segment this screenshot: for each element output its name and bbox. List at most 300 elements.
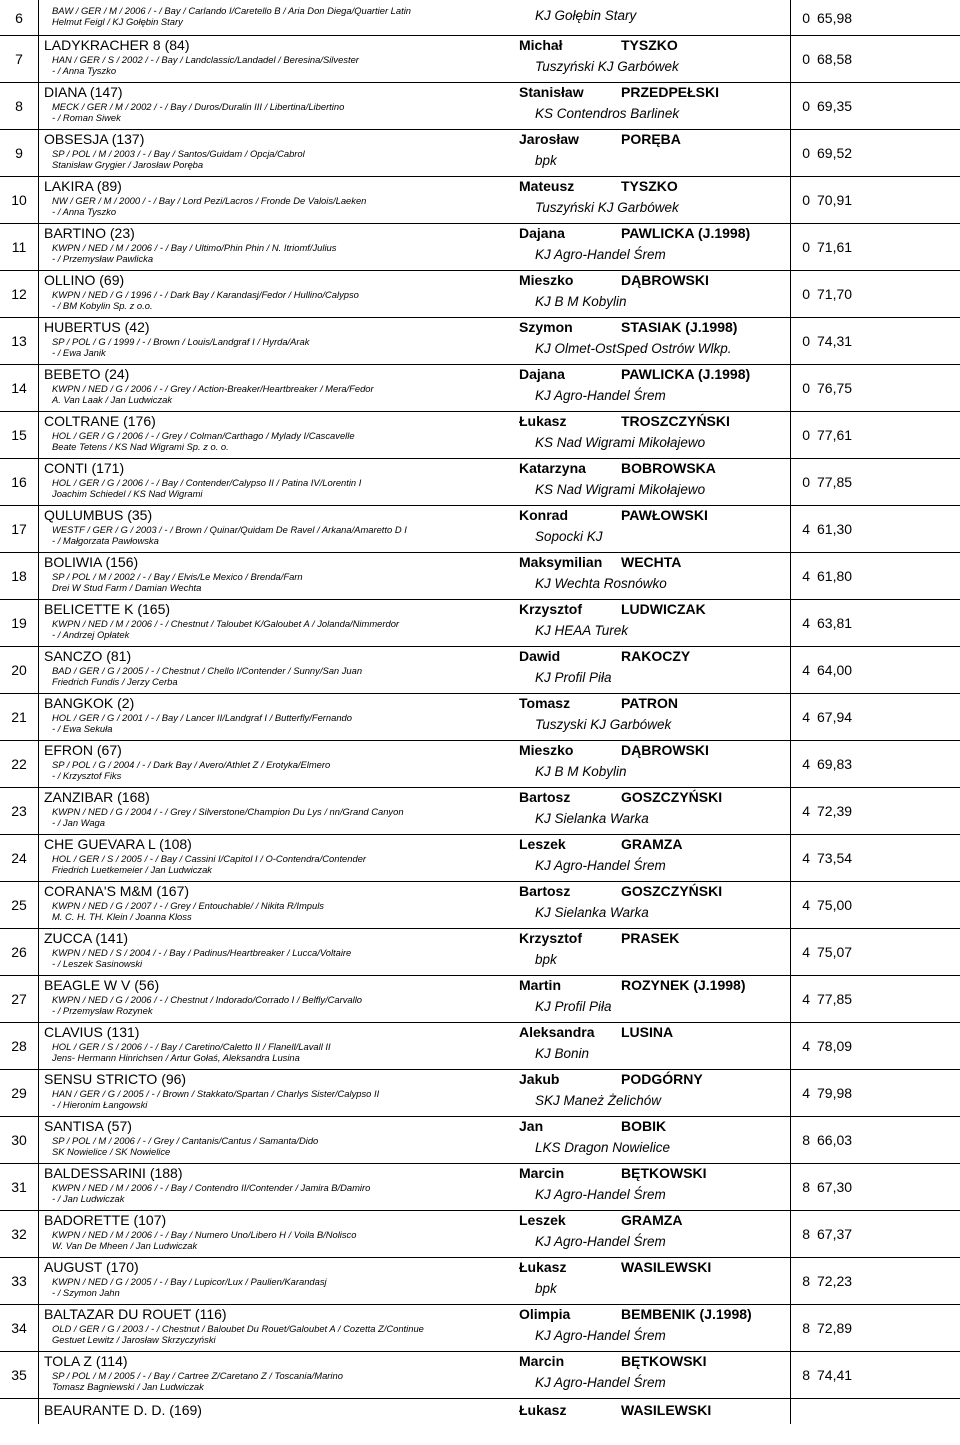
rider-club: Tuszyski KJ Garbówek	[535, 717, 672, 732]
table-row	[0, 176, 960, 223]
round-time: 73,54	[817, 849, 853, 866]
horse-name: COLTRANE (176)	[44, 413, 156, 429]
round-time: 71,70	[817, 285, 853, 302]
horse-name: CORANA'S M&M (167)	[44, 883, 190, 899]
column-divider	[790, 223, 791, 270]
column-divider	[790, 646, 791, 693]
round-time: 77,61	[817, 426, 853, 443]
rider-club: KJ Wechta Rosnówko	[535, 576, 667, 591]
table-row	[0, 223, 960, 270]
penalty-points: 0	[802, 285, 810, 302]
penalty-points: 0	[802, 238, 810, 255]
placing-number: 6	[15, 9, 23, 26]
column-divider	[38, 317, 39, 364]
column-divider	[38, 270, 39, 317]
horse-pedigree: KWPN / NED / G / 2005 / - / Bay / Lupicor/Lux / Paulien/Karandasj	[52, 1276, 327, 1287]
column-divider	[790, 552, 791, 599]
horse-name: CHE GUEVARA L (108)	[44, 836, 192, 852]
horse-name: DIANA (147)	[44, 84, 123, 100]
table-row	[0, 411, 960, 458]
round-time: 67,30	[817, 1178, 853, 1195]
penalty-points: 8	[802, 1319, 810, 1336]
column-divider	[790, 1163, 791, 1210]
horse-pedigree: KWPN / NED / M / 2006 / - / Chestnut / Taloubet K/Galoubet A / Jolanda/Nimmerdor	[52, 618, 400, 629]
rider-last-name: BĘTKOWSKI	[621, 1165, 707, 1181]
rider-first-name: Dawid	[519, 648, 561, 664]
column-divider	[790, 881, 791, 928]
rider-last-name: TYSZKO	[621, 178, 678, 194]
horse-name: BEAGLE W V (56)	[44, 977, 160, 993]
round-time: 75,00	[817, 896, 853, 913]
table-row	[0, 599, 960, 646]
column-divider	[38, 693, 39, 740]
table-row	[0, 505, 960, 552]
column-divider	[790, 1116, 791, 1163]
column-divider	[790, 317, 791, 364]
round-time: 67,94	[817, 708, 853, 725]
horse-breeder-owner: W. Van De Mheen / Jan Ludwiczak	[52, 1240, 198, 1251]
horse-name: BARTINO (23)	[44, 225, 135, 241]
round-time: 70,91	[817, 191, 853, 208]
rider-first-name: Stanisław	[519, 84, 584, 100]
horse-breeder-owner: - / Ewa Sekuła	[52, 723, 113, 734]
horse-breeder-owner: M. C. H. TH. Klein / Joanna Kloss	[52, 911, 192, 922]
horse-breeder-owner: - / Jan Waga	[52, 817, 105, 828]
rider-last-name: GRAMZA	[621, 836, 683, 852]
penalty-points: 4	[802, 849, 810, 866]
rider-last-name: BEMBENIK (J.1998)	[621, 1306, 752, 1322]
round-time: 71,61	[817, 238, 853, 255]
rider-last-name: BOBIK	[621, 1118, 667, 1134]
rider-last-name: PORĘBA	[621, 131, 681, 147]
penalty-points: 0	[802, 379, 810, 396]
column-divider	[38, 928, 39, 975]
column-divider	[790, 0, 791, 35]
column-divider	[38, 599, 39, 646]
round-time: 69,52	[817, 144, 853, 161]
horse-name: BEAURANTE D. D. (169)	[44, 1402, 202, 1418]
rider-last-name: ROZYNEK (J.1998)	[621, 977, 746, 993]
horse-breeder-owner: - / BM Kobylin Sp. z o.o.	[52, 300, 153, 311]
table-row	[0, 270, 960, 317]
penalty-points: 0	[802, 191, 810, 208]
horse-pedigree: SP / POL / M / 2006 / - / Grey / Cantanis/Cantus / Samanta/Dido	[52, 1135, 319, 1146]
horse-pedigree: KWPN / NED / G / 2007 / - / Grey / Entouchable/ / Nikita R/Impuls	[52, 900, 324, 911]
column-divider	[790, 270, 791, 317]
column-divider	[38, 1257, 39, 1304]
penalty-points: 8	[802, 1131, 810, 1148]
penalty-points: 0	[802, 97, 810, 114]
column-divider	[38, 1163, 39, 1210]
rider-last-name: BĘTKOWSKI	[621, 1353, 707, 1369]
table-row	[0, 1257, 960, 1304]
placing-number: 8	[15, 97, 23, 114]
horse-name: OBSESJA (137)	[44, 131, 145, 147]
placing-number: 23	[11, 802, 27, 819]
rider-last-name: BOBROWSKA	[621, 460, 716, 476]
penalty-points: 4	[802, 661, 810, 678]
rider-first-name: Dajana	[519, 366, 565, 382]
horse-breeder-owner: Gestuet Lewitz / Jarosław Skrzyczyński	[52, 1334, 216, 1345]
placing-number: 21	[11, 708, 27, 725]
horse-name: BEBETO (24)	[44, 366, 130, 382]
table-row	[0, 364, 960, 411]
horse-details	[52, 1276, 327, 1298]
horse-pedigree: WESTF / GER / G / 2003 / - / Brown / Quinar/Quidam De Ravel / Arkana/Amaretto D I	[52, 524, 407, 535]
column-divider	[790, 1304, 791, 1351]
horse-name: ZANZIBAR (168)	[44, 789, 150, 805]
column-divider	[38, 364, 39, 411]
round-time: 63,81	[817, 614, 853, 631]
placing-number: 27	[11, 990, 27, 1007]
column-divider	[38, 1304, 39, 1351]
column-divider	[790, 975, 791, 1022]
rider-club: KJ Profil Piła	[535, 670, 612, 685]
column-divider	[790, 787, 791, 834]
rider-first-name: Aleksandra	[519, 1024, 595, 1040]
placing-number: 28	[11, 1037, 27, 1054]
rider-club: KS Nad Wigrami Mikołajewo	[535, 435, 706, 450]
round-time: 72,39	[817, 802, 853, 819]
penalty-points: 0	[802, 50, 810, 67]
placing-number: 29	[11, 1084, 27, 1101]
rider-last-name: WECHTA	[621, 554, 682, 570]
horse-breeder-owner: - / Krzysztof Fiks	[52, 770, 122, 781]
penalty-points: 4	[802, 614, 810, 631]
rider-club: bpk	[535, 952, 557, 967]
penalty-points: 8	[802, 1272, 810, 1289]
round-time: 66,03	[817, 1131, 853, 1148]
rider-club: KJ HEAA Turek	[535, 623, 629, 638]
horse-details	[52, 665, 362, 687]
table-row	[0, 129, 960, 176]
placing-number: 25	[11, 896, 27, 913]
horse-pedigree: HOL / GER / G / 2006 / - / Bay / Contender/Calypso II / Patina IV/Lorentin I	[52, 477, 362, 488]
placing-number: 12	[11, 285, 27, 302]
rider-first-name: Łukasz	[519, 1402, 567, 1418]
rider-first-name: Łukasz	[519, 1259, 567, 1275]
horse-name: EFRON (67)	[44, 742, 122, 758]
horse-pedigree: SP / POL / M / 2002 / - / Bay / Elvis/Le Mexico / Brenda/Farn	[52, 571, 303, 582]
table-row	[0, 646, 960, 693]
rider-club: Tuszyński KJ Garbówek	[535, 59, 679, 74]
rider-first-name: Mieszko	[519, 742, 574, 758]
round-time: 61,80	[817, 567, 853, 584]
rider-last-name: RAKOCZY	[621, 648, 691, 664]
rider-first-name: Maksymilian	[519, 554, 603, 570]
rider-last-name: TYSZKO	[621, 37, 678, 53]
horse-details	[52, 477, 361, 499]
table-row	[0, 693, 960, 740]
round-time: 77,85	[817, 473, 853, 490]
column-divider	[38, 975, 39, 1022]
placing-number: 13	[11, 332, 27, 349]
rider-first-name: Mateusz	[519, 178, 575, 194]
placing-number: 26	[11, 943, 27, 960]
column-divider	[790, 599, 791, 646]
horse-pedigree: KWPN / NED / G / 2006 / - / Grey / Action-Breaker/Heartbreaker / Mera/Fedor	[52, 383, 374, 394]
table-row	[0, 1351, 960, 1398]
horse-details	[52, 383, 374, 405]
horse-pedigree: KWPN / NED / G / 1996 / - / Dark Bay / Karandasj/Fedor / Hullino/Calypso	[52, 289, 359, 300]
horse-pedigree: NW / GER / M / 2000 / - / Bay / Lord Pezi/Lacros / Fronde De Valois/Laeken	[52, 195, 367, 206]
rider-last-name: LUSINA	[621, 1024, 674, 1040]
horse-name: TOLA Z (114)	[44, 1353, 128, 1369]
rider-last-name: PRZEDPEŁSKI	[621, 84, 720, 100]
round-time: 65,98	[817, 9, 853, 26]
horse-pedigree: SP / POL / G / 1999 / - / Brown / Louis/Landgraf I / Hyrda/Arak	[52, 336, 310, 347]
round-time: 74,31	[817, 332, 853, 349]
rider-first-name: Krzysztof	[519, 601, 583, 617]
horse-pedigree: HOL / GER / S / 2006 / - / Bay / Caretino/Caletto II / Flanell/Lavall II	[52, 1041, 331, 1052]
horse-breeder-owner: - / Anna Tyszko	[52, 65, 117, 76]
table-row	[0, 1022, 960, 1069]
rider-first-name: Marcin	[519, 1165, 565, 1181]
round-time: 69,83	[817, 755, 853, 772]
placing-number: 33	[11, 1272, 27, 1289]
horse-details	[52, 54, 359, 76]
column-divider	[790, 1398, 791, 1424]
horse-pedigree: KWPN / NED / S / 2004 / - / Bay / Padinus/Heartbreaker / Lucca/Voltaire	[52, 947, 352, 958]
horse-details	[52, 1229, 356, 1251]
horse-name: CONTI (171)	[44, 460, 125, 476]
rider-club: bpk	[535, 153, 557, 168]
horse-pedigree: BAW / GER / M / 2006 / - / Bay / Carlando I/Caretello B / Aria Don Diega/Quartier Latin	[52, 5, 412, 16]
penalty-points: 4	[802, 520, 810, 537]
column-divider	[38, 458, 39, 505]
horse-breeder-owner: - / Roman Siwek	[52, 112, 121, 123]
horse-breeder-owner: - / Hieronim Łangowski	[52, 1099, 148, 1110]
horse-details	[52, 289, 359, 311]
rider-first-name: Jakub	[519, 1071, 560, 1087]
penalty-points: 4	[802, 990, 810, 1007]
rider-club: Sopocki KJ	[535, 529, 603, 544]
round-time: 72,89	[817, 1319, 853, 1336]
column-divider	[790, 35, 791, 82]
horse-name: SANTISA (57)	[44, 1118, 132, 1134]
placing-number: 34	[11, 1319, 27, 1336]
horse-pedigree: MECK / GER / M / 2002 / - / Bay / Duros/Duralin III / Libertina/Libertino	[52, 101, 345, 112]
table-row	[0, 35, 960, 82]
horse-details	[52, 712, 352, 734]
horse-breeder-owner: Tomasz Bagniewski / Jan Ludwiczak	[52, 1381, 204, 1392]
rider-first-name: Bartosz	[519, 789, 571, 805]
rider-first-name: Leszek	[519, 1212, 566, 1228]
column-divider	[790, 1210, 791, 1257]
placing-number: 32	[11, 1225, 27, 1242]
penalty-points: 0	[802, 473, 810, 490]
horse-name: SANCZO (81)	[44, 648, 132, 664]
rider-last-name: PRASEK	[621, 930, 680, 946]
column-divider	[790, 1069, 791, 1116]
horse-name: SENSU STRICTO (96)	[44, 1071, 187, 1087]
horse-name: LADYKRACHER 8 (84)	[44, 37, 190, 53]
horse-details	[52, 1370, 343, 1392]
round-time: 67,37	[817, 1225, 853, 1242]
table-row	[0, 82, 960, 129]
rider-first-name: Jan	[519, 1118, 544, 1134]
rider-club: KJ B M Kobylin	[535, 294, 627, 309]
penalty-points: 8	[802, 1178, 810, 1195]
rider-club: SKJ Maneż Żelichów	[535, 1093, 662, 1108]
penalty-points: 4	[802, 1084, 810, 1101]
rider-last-name: PODGÓRNY	[621, 1071, 703, 1087]
column-divider	[38, 0, 39, 35]
column-divider	[38, 834, 39, 881]
horse-breeder-owner: Joachim Schiedel / KS Nad Wigrami	[52, 488, 203, 499]
rider-club: KJ Agro-Handel Śrem	[535, 247, 666, 262]
horse-details	[52, 148, 305, 170]
column-divider	[790, 458, 791, 505]
horse-name: BADORETTE (107)	[44, 1212, 167, 1228]
column-divider	[38, 505, 39, 552]
table-row	[0, 928, 960, 975]
column-divider	[38, 1210, 39, 1257]
horse-details	[52, 947, 351, 969]
penalty-points: 0	[802, 9, 810, 26]
rider-club: KJ Sielanka Warka	[535, 905, 649, 920]
horse-pedigree: HAN / GER / G / 2005 / - / Brown / Stakkato/Spartan / Charlys Sister/Calypso II	[52, 1088, 380, 1099]
horse-pedigree: KWPN / NED / M / 2006 / - / Bay / Contendro II/Contender / Jamira B/Damiro	[52, 1182, 371, 1193]
round-time: 72,23	[817, 1272, 853, 1289]
placing-number: 35	[11, 1366, 27, 1383]
horse-pedigree: SP / POL / M / 2003 / - / Bay / Santos/Guidam / Opcja/Cabrol	[52, 148, 305, 159]
rider-club: KS Contendros Barlinek	[535, 106, 680, 121]
horse-breeder-owner: Helmut Feigl / KJ Gołębin Stary	[52, 16, 183, 27]
penalty-points: 0	[802, 144, 810, 161]
horse-name: BALDESSARINI (188)	[44, 1165, 183, 1181]
column-divider	[790, 129, 791, 176]
rider-club: Tuszyński KJ Garbówek	[535, 200, 679, 215]
column-divider	[38, 129, 39, 176]
rider-club: KJ B M Kobylin	[535, 764, 627, 779]
rider-club: LKS Dragon Nowielice	[535, 1140, 671, 1155]
rider-last-name: GOSZCZYŃSKI	[621, 883, 723, 899]
table-row	[0, 975, 960, 1022]
column-divider	[790, 693, 791, 740]
horse-details	[52, 336, 309, 358]
horse-breeder-owner: - / Przemysław Pawlicka	[52, 253, 154, 264]
table-row	[0, 1116, 960, 1163]
penalty-points: 4	[802, 802, 810, 819]
column-divider	[38, 1116, 39, 1163]
horse-breeder-owner: A. Van Laak / Jan Ludwiczak	[52, 394, 173, 405]
column-divider	[38, 35, 39, 82]
rider-club: KJ Profil Piła	[535, 999, 612, 1014]
rider-first-name: Jarosław	[519, 131, 579, 147]
penalty-points: 4	[802, 708, 810, 725]
horse-details	[52, 1182, 370, 1204]
table-row	[0, 317, 960, 364]
column-divider	[38, 881, 39, 928]
round-time: 76,75	[817, 379, 853, 396]
rider-first-name: Łukasz	[519, 413, 567, 429]
placing-number: 11	[11, 238, 27, 255]
placing-number: 15	[11, 426, 27, 443]
placing-number: 9	[15, 144, 23, 161]
rider-last-name: DĄBROWSKI	[621, 742, 709, 758]
horse-pedigree: SP / POL / M / 2005 / - / Bay / Cartree Z/Caretano Z / Toscania/Marino	[52, 1370, 343, 1381]
horse-pedigree: KWPN / NED / G / 2006 / - / Chestnut / Indorado/Corrado I / Belfly/Carvallo	[52, 994, 363, 1005]
rider-last-name: PAWŁOWSKI	[621, 507, 708, 523]
placing-number: 31	[11, 1178, 27, 1195]
table-row	[0, 881, 960, 928]
column-divider	[790, 82, 791, 129]
column-divider	[790, 834, 791, 881]
rider-first-name: Szymon	[519, 319, 573, 335]
column-divider	[790, 1022, 791, 1069]
rider-club: KJ Agro-Handel Śrem	[535, 1328, 666, 1343]
table-row	[0, 1069, 960, 1116]
horse-details	[52, 430, 355, 452]
placing-number: 16	[11, 473, 27, 490]
rider-first-name: Krzysztof	[519, 930, 583, 946]
horse-breeder-owner: - / Anna Tyszko	[52, 206, 117, 217]
horse-pedigree: KWPN / NED / M / 2006 / - / Bay / Ultimo/Phin Phin / N. Itriomf/Julius	[52, 242, 337, 253]
placing-number: 17	[11, 520, 27, 537]
round-time: 78,09	[817, 1037, 853, 1054]
placing-number: 7	[15, 50, 23, 67]
rider-club: KJ Olmet-OstSped Ostrów Wlkp.	[535, 341, 732, 356]
column-divider	[38, 176, 39, 223]
horse-pedigree: BAD / GER / G / 2005 / - / Chestnut / Chello I/Contender / Sunny/San Juan	[52, 665, 363, 676]
horse-name: AUGUST (170)	[44, 1259, 139, 1275]
rider-first-name: Katarzyna	[519, 460, 586, 476]
horse-pedigree: KWPN / NED / M / 2006 / - / Bay / Numero Uno/Libero H / Voila B/Nolisco	[52, 1229, 357, 1240]
rider-last-name: PAWLICKA (J.1998)	[621, 366, 751, 382]
column-divider	[790, 740, 791, 787]
column-divider	[790, 364, 791, 411]
penalty-points	[796, 1398, 810, 1445]
table-row	[0, 0, 960, 35]
horse-pedigree: HAN / GER / S / 2002 / - / Bay / Landclassic/Landadel / Beresina/Silvester	[52, 54, 359, 65]
column-divider	[38, 1069, 39, 1116]
horse-name: LAKIRA (89)	[44, 178, 122, 194]
horse-name: QULUMBUS (35)	[44, 507, 153, 523]
horse-details	[52, 853, 366, 875]
round-time: 74,41	[817, 1366, 853, 1383]
rider-first-name: Olimpia	[519, 1306, 571, 1322]
horse-breeder-owner: - / Jan Ludwiczak	[52, 1193, 125, 1204]
horse-details	[52, 759, 330, 781]
round-time: 64,00	[817, 661, 853, 678]
rider-club: bpk	[535, 1281, 557, 1296]
horse-details	[52, 806, 404, 828]
penalty-points: 4	[802, 567, 810, 584]
rider-club: KJ Agro-Handel Śrem	[535, 1375, 666, 1390]
column-divider	[790, 1257, 791, 1304]
table-row	[0, 458, 960, 505]
rider-last-name: LUDWICZAK	[621, 601, 706, 617]
horse-details	[52, 524, 407, 546]
horse-name: BALTAZAR DU ROUET (116)	[44, 1306, 227, 1322]
rider-last-name: WASILEWSKI	[621, 1259, 712, 1275]
horse-breeder-owner: - / Szymon Jahn	[52, 1287, 120, 1298]
penalty-points: 0	[802, 426, 810, 443]
penalty-points: 8	[802, 1225, 810, 1242]
rider-last-name: GRAMZA	[621, 1212, 683, 1228]
horse-pedigree: HOL / GER / G / 2001 / - / Bay / Lancer II/Landgraf I / Butterfly/Fernando	[52, 712, 352, 723]
rider-first-name: Michał	[519, 37, 563, 53]
rider-last-name: STASIAK (J.1998)	[621, 319, 738, 335]
horse-breeder-owner: Stanisław Grygier / Jarosław Poręba	[52, 159, 204, 170]
horse-details	[52, 195, 366, 217]
horse-details	[52, 571, 303, 593]
round-time: 69,35	[817, 97, 853, 114]
horse-breeder-owner: - / Przemysław Rozynek	[52, 1005, 153, 1016]
horse-breeder-owner: - / Małgorzata Pawłowska	[52, 535, 159, 546]
rider-first-name: Leszek	[519, 836, 566, 852]
